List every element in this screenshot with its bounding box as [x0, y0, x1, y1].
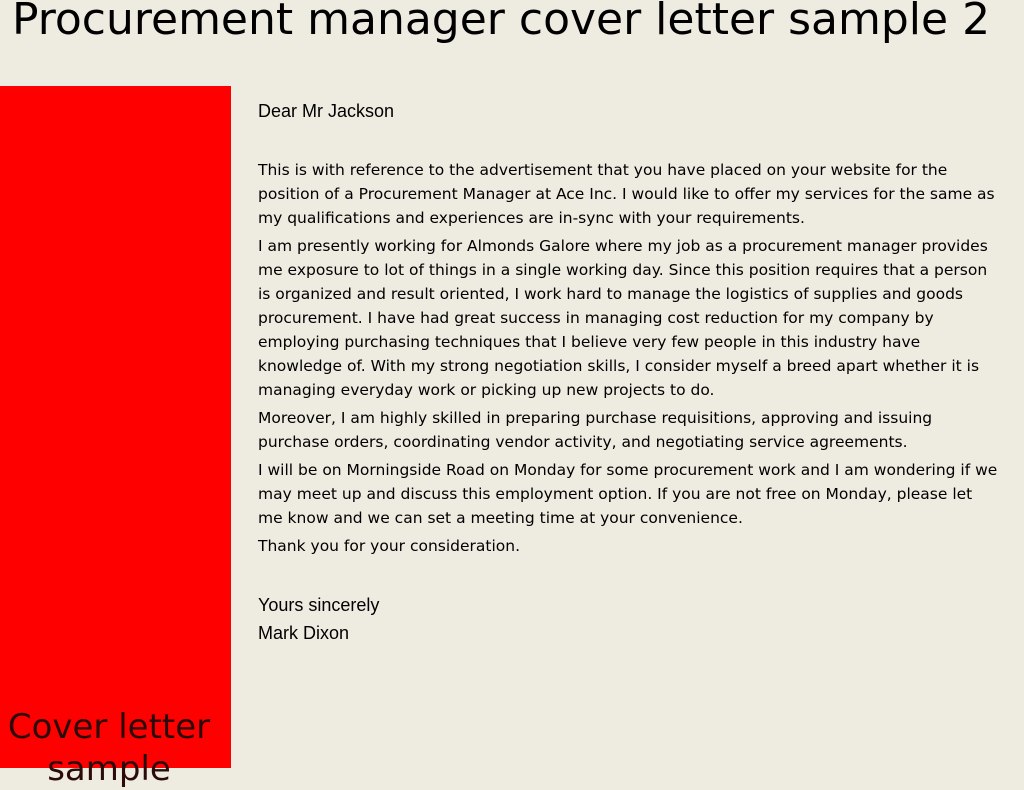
- panel-caption: [0, 706, 218, 790]
- letter-signer: Mark Dixon: [258, 623, 350, 643]
- panel-caption-line-2: sample: [47, 749, 171, 789]
- panel-caption-line-1: Cover letter: [7, 707, 211, 747]
- red-side-panel: [0, 86, 231, 789]
- slide-title: Procurement manager cover letter sample 2: [12, 0, 991, 45]
- letter-body: [258, 158, 998, 562]
- letter-paragraph: I am presently working for Almonds Galore where my job as a procurement manager provides me exposure to lot of things in a single working day. Since this position requires that a person is organized and result oriented, I work hard to manage the logistics of supplies and goods procurement. I have had great success in managing cost reduction for my company by employing purchasing techniques that I believe very few people in this industry have knowledge of. With my strong negotiation skills, I consider myself a breed apart whether it is managing everyday work or picking up new projects to do.: [258, 237, 988, 399]
- letter-paragraph: This is with reference to the advertisement that you have placed on your website for the position of a Procurement Manager at Ace Inc. I would like to offer my services for the same as my qualifications and experiences are in-sync with your requirements.: [258, 161, 995, 227]
- letter-closing: Yours sincerely: [258, 595, 380, 615]
- letter-paragraph: Moreover, I am highly skilled in preparing purchase requisitions, approving and issuing purchase orders, coordinating vendor activity, and negotiating service agreements.: [258, 409, 933, 451]
- letter-paragraph: Thank you for your consideration.: [258, 537, 521, 555]
- letter-paragraph: I will be on Morningside Road on Monday for some procurement work and I am wondering if we may meet up and discuss this employment option. If you are not free on Monday, please let me know and we can set a meeting time at your convenience.: [258, 461, 998, 527]
- letter-salutation: Dear Mr Jackson: [258, 101, 395, 121]
